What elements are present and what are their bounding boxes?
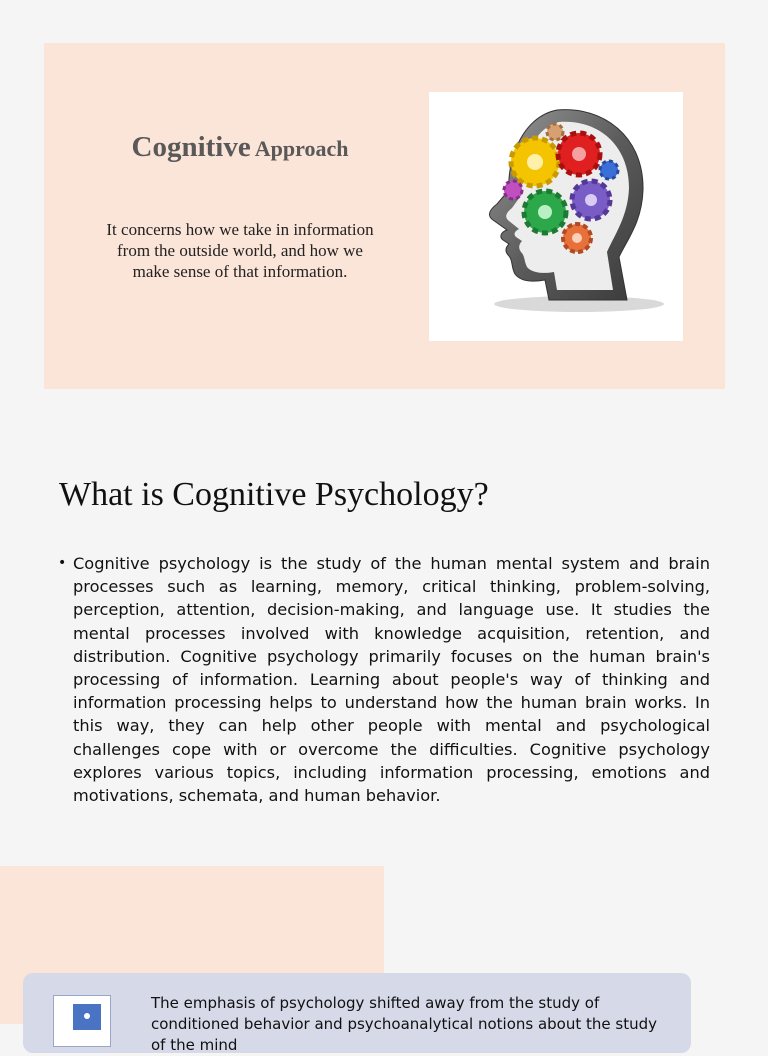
slide-title-rest: Approach: [254, 136, 349, 161]
gear-orange-icon: [563, 224, 591, 252]
bullet-paragraph: Cognitive psychology is the study of the human mental system and brain processes such as learning, memory, critical thinking, problem-solving, perception, attention, decision-making, and language use. It studies the mental processes involved with knowledge acquisition, retention, and distribution. Cognitive psychology primarily focuses on the human brain's processing of information. Learning about people's way of thinking and information processing helps to understand how the human brain works. In this way, they can help other people with mental and psychological challenges cope with or overcome the difficulties. Cognitive psychology explores various topics, including information processing, emotions and motivations, schemata, and human behavior.: [73, 554, 710, 806]
gear-tan-icon: [547, 124, 563, 140]
bullet-list: [58, 552, 710, 807]
slide-title: [44, 131, 436, 164]
presentation-icon: [53, 995, 111, 1047]
bullet-marker: •: [58, 555, 67, 571]
slide-title-main: Cognitive: [131, 131, 251, 163]
slide-description: It concerns how we take in information from the outside world, and how we make sense of that information.: [106, 220, 374, 281]
gear-red-icon: [558, 133, 600, 175]
gear-magenta-icon: [504, 181, 522, 199]
head-with-gears-illustration: [429, 92, 683, 341]
gear-blue-icon: [600, 161, 618, 179]
callout-text: The emphasis of psychology shifted away from the study of conditioned behavior and psychoanalytical notions about the study of the mind: [151, 994, 658, 1054]
gear-yellow-icon: [511, 138, 559, 186]
gear-purple-icon: [572, 181, 610, 219]
callout-box: [23, 973, 691, 1053]
gear-green-icon: [524, 191, 566, 233]
cognitive-approach-slide: [44, 43, 725, 389]
section-heading: What is Cognitive Psychology?: [59, 476, 489, 513]
